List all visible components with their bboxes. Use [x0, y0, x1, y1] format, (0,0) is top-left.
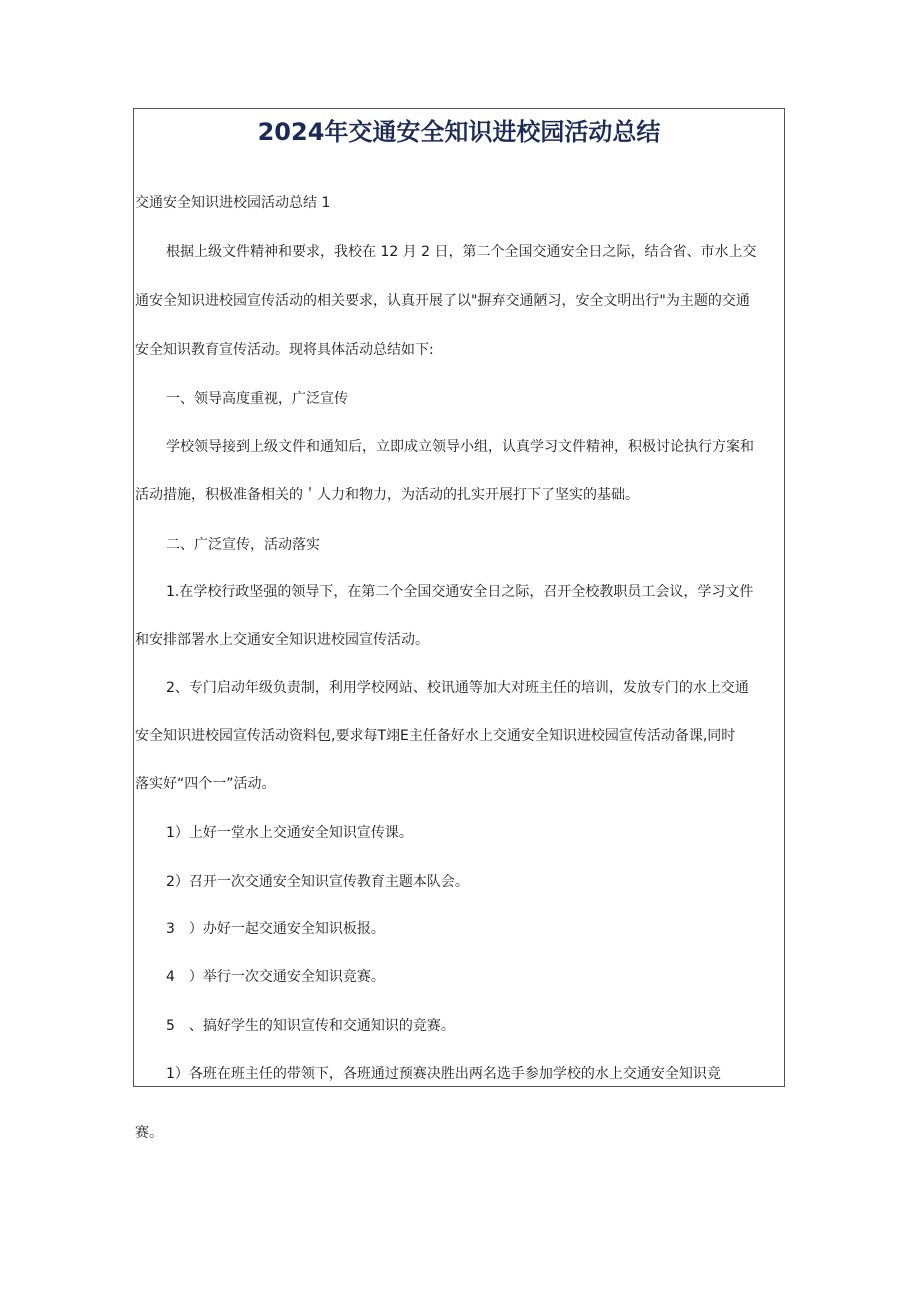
item5-sub1-line-1: 1）各班在班主任的带领下，各班通过预赛决胜出两名选手参加学校的水上交通安全知识竞: [166, 1066, 721, 1082]
item5-sub1-line-2: 赛。: [135, 1125, 163, 1141]
item2-line-1: 2、专门启动年级负责制，利用学校网站、校讯通等加大对班主任的培训，发放专门的水上交通: [166, 680, 749, 696]
document-title: 2024年交通安全知识进校园活动总结: [257, 118, 661, 146]
sub-item-2: 2）召开一次交通安全知识宣传教育主题本队会。: [166, 874, 469, 890]
item2-line-2: 安全知识进校园宣传活动资料包,要求每T翊E主任备好水上交通安全知识进校园宣传活动备课,同时: [135, 728, 736, 744]
section2-heading: 二、广泛宣传，活动落实: [166, 537, 320, 553]
intro-line-2: 通安全知识进校园宣传活动的相关要求，认真开展了以"摒弃交通陋习，安全文明出行"为主题的交通: [135, 293, 750, 309]
item5-heading: 5 、搞好学生的知识宣传和交通知识的竞赛。: [166, 1018, 455, 1034]
intro-line-3: 安全知识教育宣传活动。现将具体活动总结如下:: [135, 342, 434, 358]
item1-line-2: 和安排部署水上交通安全知识进校园宣传活动。: [135, 632, 429, 648]
intro-line-1: 根据上级文件精神和要求，我校在 12 月 2 日，第二个全国交通安全日之际，结合省、市水上交: [166, 244, 757, 260]
section-subtitle: 交通安全知识进校园活动总结 1: [135, 195, 331, 211]
section1-heading: 一、领导高度重视，广泛宣传: [166, 391, 348, 407]
sub-item-1: 1）上好一堂水上交通安全知识宣传课。: [166, 825, 413, 841]
section1-line-2: 活动措施，积极准备相关的＇人力和物力，为活动的扎实开展打下了坚实的基础。: [135, 487, 639, 503]
sub-item-4: 4 ）举行一次交通安全知识竞赛。: [166, 969, 385, 985]
item2-line-3: 落实好“四个一”活动。: [135, 776, 276, 792]
section1-line-1: 学校领导接到上级文件和通知后，立即成立领导小组，认真学习文件精神，积极讨论执行方案和: [166, 439, 754, 455]
item1-line-1: 1.在学校行政坚强的领导下，在第二个全国交通安全日之际，召开全校教职员工会议，学习文件: [166, 584, 754, 600]
sub-item-3: 3 ）办好一起交通安全知识板报。: [166, 921, 385, 937]
